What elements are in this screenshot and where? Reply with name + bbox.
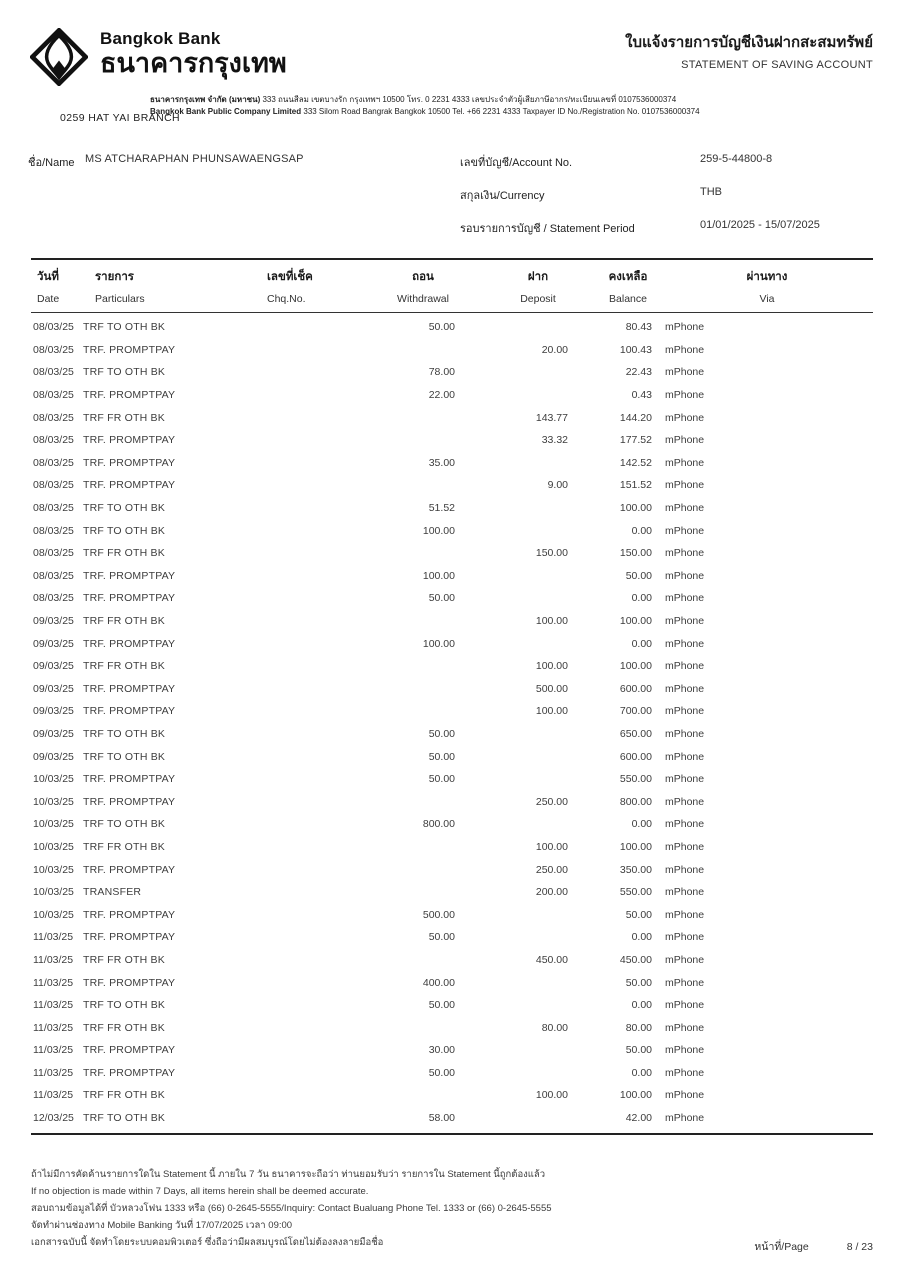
cell-particulars: TRF FR OTH BK	[83, 615, 165, 628]
cell-balance: 0.00	[631, 1066, 652, 1079]
table-row	[31, 542, 873, 565]
cell-particulars: TRF. PROMPTPAY	[83, 705, 176, 718]
header-balance-en: Balance	[609, 293, 647, 305]
cell-balance: 50.00	[625, 1044, 652, 1057]
cell-balance: 600.00	[619, 750, 652, 763]
cell-particulars: TRF FR OTH BK	[83, 547, 165, 560]
currency-label: สกุลเงิน/Currency	[460, 190, 545, 202]
cell-particulars: TRF. PROMPTPAY	[83, 343, 176, 356]
table-row	[31, 1039, 873, 1062]
cell-particulars: TRANSFER	[83, 886, 142, 899]
cell-via: mPhone	[665, 682, 705, 695]
cell-via: mPhone	[665, 411, 705, 424]
table-row	[31, 1084, 873, 1107]
cell-balance: 650.00	[619, 727, 652, 740]
cell-particulars: TRF FR OTH BK	[83, 411, 165, 424]
cell-particulars: TRF. PROMPTPAY	[83, 773, 176, 786]
cell-particulars: TRF TO OTH BK	[83, 750, 166, 763]
table-header	[31, 258, 873, 313]
cell-via: mPhone	[665, 818, 705, 831]
bank-address-english-rest: 333 Silom Road Bangrak Bangkok 10500 Tel. +66 2231 4333 Taxpayer ID No./Registration No. 0107536000374	[301, 106, 700, 116]
cell-date: 09/03/25	[33, 750, 74, 763]
account-number-value: 259-5-44800-8	[700, 153, 773, 165]
transactions-table	[31, 258, 873, 1135]
cell-withdrawal: 58.00	[428, 1112, 455, 1125]
table-row	[31, 429, 873, 452]
cell-balance: 22.43	[625, 366, 652, 379]
account-number-row	[460, 153, 820, 171]
cell-particulars: TRF. PROMPTPAY	[83, 682, 176, 695]
cell-balance: 50.00	[625, 976, 652, 989]
cell-deposit: 80.00	[541, 1021, 568, 1034]
cell-date: 09/03/25	[33, 637, 74, 650]
cell-withdrawal: 100.00	[422, 637, 455, 650]
cell-withdrawal: 50.00	[428, 999, 455, 1012]
brand-name-th: ธนาคารกรุงเทพ	[100, 47, 287, 78]
cell-balance: 550.00	[619, 886, 652, 899]
cell-withdrawal: 78.00	[428, 366, 455, 379]
cell-balance: 0.00	[631, 524, 652, 537]
cell-particulars: TRF. PROMPTPAY	[83, 976, 176, 989]
table-row	[31, 971, 873, 994]
cell-balance: 700.00	[619, 705, 652, 718]
cell-particulars: TRF. PROMPTPAY	[83, 479, 176, 492]
cell-date: 10/03/25	[33, 773, 74, 786]
cell-particulars: TRF TO OTH BK	[83, 818, 166, 831]
page-number-label: หน้าที่/Page	[754, 1241, 809, 1253]
cell-via: mPhone	[665, 750, 705, 763]
cell-date: 08/03/25	[33, 366, 74, 379]
cell-date: 08/03/25	[33, 524, 74, 537]
table-row	[31, 610, 873, 633]
cell-via: mPhone	[665, 592, 705, 605]
header-particulars-th: รายการ	[95, 271, 134, 283]
cell-withdrawal: 22.00	[428, 389, 455, 402]
page-number	[754, 1238, 873, 1255]
cell-withdrawal: 800.00	[422, 818, 455, 831]
cell-withdrawal: 50.00	[428, 1066, 455, 1079]
cell-date: 09/03/25	[33, 682, 74, 695]
cell-balance: 350.00	[619, 863, 652, 876]
bank-address-english-bold: Bangkok Bank Public Company Limited	[150, 106, 302, 116]
cell-deposit: 100.00	[535, 1089, 568, 1102]
cell-date: 11/03/25	[33, 1044, 74, 1057]
cell-via: mPhone	[665, 502, 705, 515]
cell-withdrawal: 50.00	[428, 750, 455, 763]
cell-particulars: TRF TO OTH BK	[83, 1112, 166, 1125]
cell-deposit: 450.00	[535, 953, 568, 966]
table-row	[31, 1107, 873, 1130]
cell-date: 08/03/25	[33, 479, 74, 492]
note-computer-generated: เอกสารฉบับนี้ จัดทำโดยระบบคอมพิวเตอร์ ซึ่งถือว่ามีผลสมบูรณ์โดยไม่ต้องลงลายมือชื่อ	[31, 1237, 384, 1248]
table-row	[31, 1062, 873, 1085]
cell-date: 08/03/25	[33, 547, 74, 560]
table-row	[31, 903, 873, 926]
cell-date: 12/03/25	[33, 1112, 74, 1125]
cell-via: mPhone	[665, 795, 705, 808]
cell-via: mPhone	[665, 456, 705, 469]
statement-period-row	[460, 219, 820, 237]
table-row	[31, 655, 873, 678]
cell-balance: 80.43	[625, 321, 652, 334]
cell-withdrawal: 100.00	[422, 569, 455, 582]
cell-balance: 550.00	[619, 773, 652, 786]
cell-via: mPhone	[665, 908, 705, 921]
cell-deposit: 250.00	[535, 863, 568, 876]
header-date-en: Date	[37, 293, 60, 305]
cell-date: 11/03/25	[33, 999, 74, 1012]
cell-via: mPhone	[665, 840, 705, 853]
cell-balance: 142.52	[619, 456, 652, 469]
cell-particulars: TRF. PROMPTPAY	[83, 637, 176, 650]
branch-name: 0259 HAT YAI BRANCH	[60, 112, 181, 124]
currency-row	[460, 186, 820, 204]
cell-balance: 100.00	[619, 1089, 652, 1102]
cell-date: 09/03/25	[33, 727, 74, 740]
cell-via: mPhone	[665, 1066, 705, 1079]
cell-particulars: TRF TO OTH BK	[83, 502, 166, 515]
header-deposit-th: ฝาก	[527, 271, 549, 283]
cell-balance: 0.00	[631, 592, 652, 605]
cell-particulars: TRF. PROMPTPAY	[83, 1044, 176, 1057]
header-date-th: วันที่	[37, 271, 59, 283]
table-row	[31, 474, 873, 497]
cell-particulars: TRF. PROMPTPAY	[83, 434, 176, 447]
cell-date: 10/03/25	[33, 886, 74, 899]
cell-date: 10/03/25	[33, 818, 74, 831]
cell-via: mPhone	[665, 321, 705, 334]
table-row	[31, 700, 873, 723]
cell-date: 08/03/25	[33, 456, 74, 469]
table-row	[31, 745, 873, 768]
cell-particulars: TRF. PROMPTPAY	[83, 931, 176, 944]
cell-deposit: 143.77	[535, 411, 568, 424]
page-number-value: 8 / 23	[846, 1241, 873, 1253]
cell-date: 11/03/25	[33, 953, 74, 966]
table-row	[31, 813, 873, 836]
cell-balance: 0.00	[631, 818, 652, 831]
bank-address-thai	[150, 94, 700, 106]
table-row	[31, 678, 873, 701]
cell-date: 08/03/25	[33, 389, 74, 402]
cell-particulars: TRF FR OTH BK	[83, 1021, 165, 1034]
cell-particulars: TRF. PROMPTPAY	[83, 569, 176, 582]
cell-date: 11/03/25	[33, 1066, 74, 1079]
cell-via: mPhone	[665, 343, 705, 356]
cell-date: 08/03/25	[33, 434, 74, 447]
cell-particulars: TRF TO OTH BK	[83, 321, 166, 334]
bangkok-bank-logo-icon	[30, 28, 88, 86]
header-deposit-en: Deposit	[520, 293, 556, 305]
cell-deposit: 20.00	[541, 343, 568, 356]
cell-date: 10/03/25	[33, 908, 74, 921]
title-thai: ใบแจ้งรายการบัญชีเงินฝากสะสมทรัพย์	[625, 34, 873, 51]
cell-date: 11/03/25	[33, 1021, 74, 1034]
table-row	[31, 406, 873, 429]
name-label: ชื่อ/Name	[28, 157, 75, 169]
cell-particulars: TRF TO OTH BK	[83, 366, 166, 379]
cell-withdrawal: 50.00	[428, 321, 455, 334]
cell-via: mPhone	[665, 976, 705, 989]
cell-particulars: TRF FR OTH BK	[83, 660, 165, 673]
cell-date: 10/03/25	[33, 840, 74, 853]
table-row	[31, 339, 873, 362]
cell-withdrawal: 500.00	[422, 908, 455, 921]
bank-address-thai-rest: 333 ถนนสีลม เขตบางรัก กรุงเทพฯ 10500 โทร. 0 2231 4333 เลขประจำตัวผู้เสียภาษีอากร/ทะเบียนเลขที่ 0107536000374	[260, 95, 677, 104]
table-row	[31, 881, 873, 904]
cell-deposit: 100.00	[535, 840, 568, 853]
cell-deposit: 500.00	[535, 682, 568, 695]
cell-date: 09/03/25	[33, 660, 74, 673]
cell-balance: 151.52	[619, 479, 652, 492]
note-objection-th: ถ้าไม่มีการคัดค้านรายการใดใน Statement นี้ ภายใน 7 วัน ธนาคารจะถือว่า ท่านยอมรับว่า รายการใน Statement นี้ถูกต้องแล้ว	[31, 1169, 546, 1180]
cell-via: mPhone	[665, 886, 705, 899]
cell-date: 10/03/25	[33, 795, 74, 808]
cell-balance: 100.43	[619, 343, 652, 356]
cell-balance: 0.43	[631, 389, 652, 402]
table-row	[31, 926, 873, 949]
cell-balance: 144.20	[619, 411, 652, 424]
cell-via: mPhone	[665, 953, 705, 966]
cell-particulars: TRF TO OTH BK	[83, 727, 166, 740]
cell-via: mPhone	[665, 524, 705, 537]
table-row	[31, 519, 873, 542]
cell-date: 08/03/25	[33, 569, 74, 582]
cell-via: mPhone	[665, 705, 705, 718]
cell-date: 08/03/25	[33, 502, 74, 515]
table-row	[31, 723, 873, 746]
header-chqno-en: Chq.No.	[267, 293, 306, 305]
cell-date: 11/03/25	[33, 1089, 74, 1102]
cell-deposit: 150.00	[535, 547, 568, 560]
table-row	[31, 361, 873, 384]
table-row	[31, 587, 873, 610]
cell-date: 11/03/25	[33, 931, 74, 944]
cell-withdrawal: 50.00	[428, 592, 455, 605]
table-row	[31, 836, 873, 859]
cell-via: mPhone	[665, 660, 705, 673]
cell-withdrawal: 35.00	[428, 456, 455, 469]
account-holder-name: MS ATCHARAPHAN PHUNSAWAENGSAP	[85, 153, 304, 165]
cell-via: mPhone	[665, 637, 705, 650]
cell-particulars: TRF. PROMPTPAY	[83, 863, 176, 876]
cell-via: mPhone	[665, 773, 705, 786]
cell-via: mPhone	[665, 1044, 705, 1057]
cell-deposit: 100.00	[535, 615, 568, 628]
cell-via: mPhone	[665, 1021, 705, 1034]
cell-particulars: TRF FR OTH BK	[83, 953, 165, 966]
cell-deposit: 9.00	[547, 479, 568, 492]
cell-balance: 100.00	[619, 615, 652, 628]
cell-particulars: TRF TO OTH BK	[83, 524, 166, 537]
cell-balance: 100.00	[619, 502, 652, 515]
account-number-label: เลขที่บัญชี/Account No.	[460, 157, 573, 169]
cell-via: mPhone	[665, 1112, 705, 1125]
cell-via: mPhone	[665, 931, 705, 944]
statement-period-label: รอบรายการบัญชี / Statement Period	[460, 223, 635, 235]
table-row	[31, 565, 873, 588]
brand-name-en: Bangkok Bank	[100, 29, 221, 48]
cell-withdrawal: 400.00	[422, 976, 455, 989]
header-withdrawal-en: Withdrawal	[397, 293, 449, 305]
header-balance-th: คงเหลือ	[608, 271, 648, 283]
cell-deposit: 250.00	[535, 795, 568, 808]
cell-via: mPhone	[665, 479, 705, 492]
table-row	[31, 316, 873, 339]
table-header-thai	[31, 268, 873, 286]
table-body	[31, 313, 873, 1135]
table-row	[31, 384, 873, 407]
currency-value: THB	[700, 186, 722, 198]
cell-via: mPhone	[665, 389, 705, 402]
cell-particulars: TRF FR OTH BK	[83, 840, 165, 853]
document-title	[625, 30, 873, 71]
footer-notes	[31, 1166, 552, 1251]
cell-withdrawal: 50.00	[428, 931, 455, 944]
table-header-english	[31, 293, 873, 305]
cell-particulars: TRF. PROMPTPAY	[83, 795, 176, 808]
cell-date: 08/03/25	[33, 592, 74, 605]
cell-particulars: TRF. PROMPTPAY	[83, 389, 176, 402]
table-row	[31, 768, 873, 791]
cell-date: 09/03/25	[33, 615, 74, 628]
cell-balance: 42.00	[625, 1112, 652, 1125]
cell-balance: 800.00	[619, 795, 652, 808]
cell-particulars: TRF FR OTH BK	[83, 1089, 165, 1102]
cell-via: mPhone	[665, 999, 705, 1012]
note-generated-via: จัดทำผ่านช่องทาง Mobile Banking วันที่ 17/07/2025 เวลา 09:00	[31, 1220, 293, 1231]
account-info-block	[460, 153, 820, 252]
header-via-en: Via	[759, 293, 775, 305]
table-row	[31, 949, 873, 972]
table-row	[31, 452, 873, 475]
table-row	[31, 994, 873, 1017]
brand-block	[100, 30, 287, 77]
note-objection-en: If no objection is made within 7 Days, all items herein shall be deemed accurate.	[31, 1186, 369, 1197]
cell-particulars: TRF TO OTH BK	[83, 999, 166, 1012]
cell-particulars: TRF. PROMPTPAY	[83, 908, 176, 921]
header-chqno-th: เลขที่เช็ค	[267, 271, 313, 283]
cell-withdrawal: 50.00	[428, 773, 455, 786]
title-english: STATEMENT OF SAVING ACCOUNT	[681, 59, 873, 71]
cell-via: mPhone	[665, 366, 705, 379]
cell-balance: 0.00	[631, 999, 652, 1012]
table-row	[31, 1016, 873, 1039]
cell-balance: 450.00	[619, 953, 652, 966]
note-inquiry: สอบถามข้อมูลได้ที่ บัวหลวงโฟน 1333 หรือ (66) 0-2645-5555/Inquiry: Contact Bualuang Phone Tel. 1333 or (66) 0-2645-5555	[31, 1203, 552, 1214]
cell-particulars: TRF. PROMPTPAY	[83, 456, 176, 469]
cell-withdrawal: 30.00	[428, 1044, 455, 1057]
cell-particulars: TRF. PROMPTPAY	[83, 592, 176, 605]
cell-balance: 80.00	[625, 1021, 652, 1034]
cell-withdrawal: 50.00	[428, 727, 455, 740]
cell-deposit: 200.00	[535, 886, 568, 899]
cell-withdrawal: 51.52	[428, 502, 455, 515]
bank-address	[150, 94, 700, 117]
statement-period-value: 01/01/2025 - 15/07/2025	[700, 219, 820, 231]
cell-balance: 100.00	[619, 660, 652, 673]
bank-address-thai-bold: ธนาคารกรุงเทพ จำกัด (มหาชน)	[150, 95, 261, 104]
table-row	[31, 632, 873, 655]
cell-balance: 0.00	[631, 931, 652, 944]
cell-via: mPhone	[665, 569, 705, 582]
cell-date: 10/03/25	[33, 863, 74, 876]
cell-date: 09/03/25	[33, 705, 74, 718]
cell-particulars: TRF. PROMPTPAY	[83, 1066, 176, 1079]
cell-balance: 177.52	[619, 434, 652, 447]
cell-balance: 600.00	[619, 682, 652, 695]
cell-deposit: 33.32	[541, 434, 568, 447]
table-row	[31, 497, 873, 520]
cell-balance: 0.00	[631, 637, 652, 650]
header-via-th: ผ่านทาง	[746, 271, 788, 283]
cell-via: mPhone	[665, 727, 705, 740]
header-particulars-en: Particulars	[95, 293, 145, 305]
cell-via: mPhone	[665, 863, 705, 876]
table-row	[31, 790, 873, 813]
header-withdrawal-th: ถอน	[412, 271, 434, 283]
cell-via: mPhone	[665, 547, 705, 560]
cell-via: mPhone	[665, 1089, 705, 1102]
cell-withdrawal: 100.00	[422, 524, 455, 537]
cell-balance: 50.00	[625, 908, 652, 921]
bank-address-english	[150, 106, 700, 118]
table-row	[31, 858, 873, 881]
cell-via: mPhone	[665, 615, 705, 628]
cell-balance: 100.00	[619, 840, 652, 853]
cell-date: 08/03/25	[33, 343, 74, 356]
cell-balance: 150.00	[619, 547, 652, 560]
cell-balance: 50.00	[625, 569, 652, 582]
cell-deposit: 100.00	[535, 705, 568, 718]
cell-date: 11/03/25	[33, 976, 74, 989]
cell-via: mPhone	[665, 434, 705, 447]
cell-date: 08/03/25	[33, 321, 74, 334]
cell-date: 08/03/25	[33, 411, 74, 424]
cell-deposit: 100.00	[535, 660, 568, 673]
